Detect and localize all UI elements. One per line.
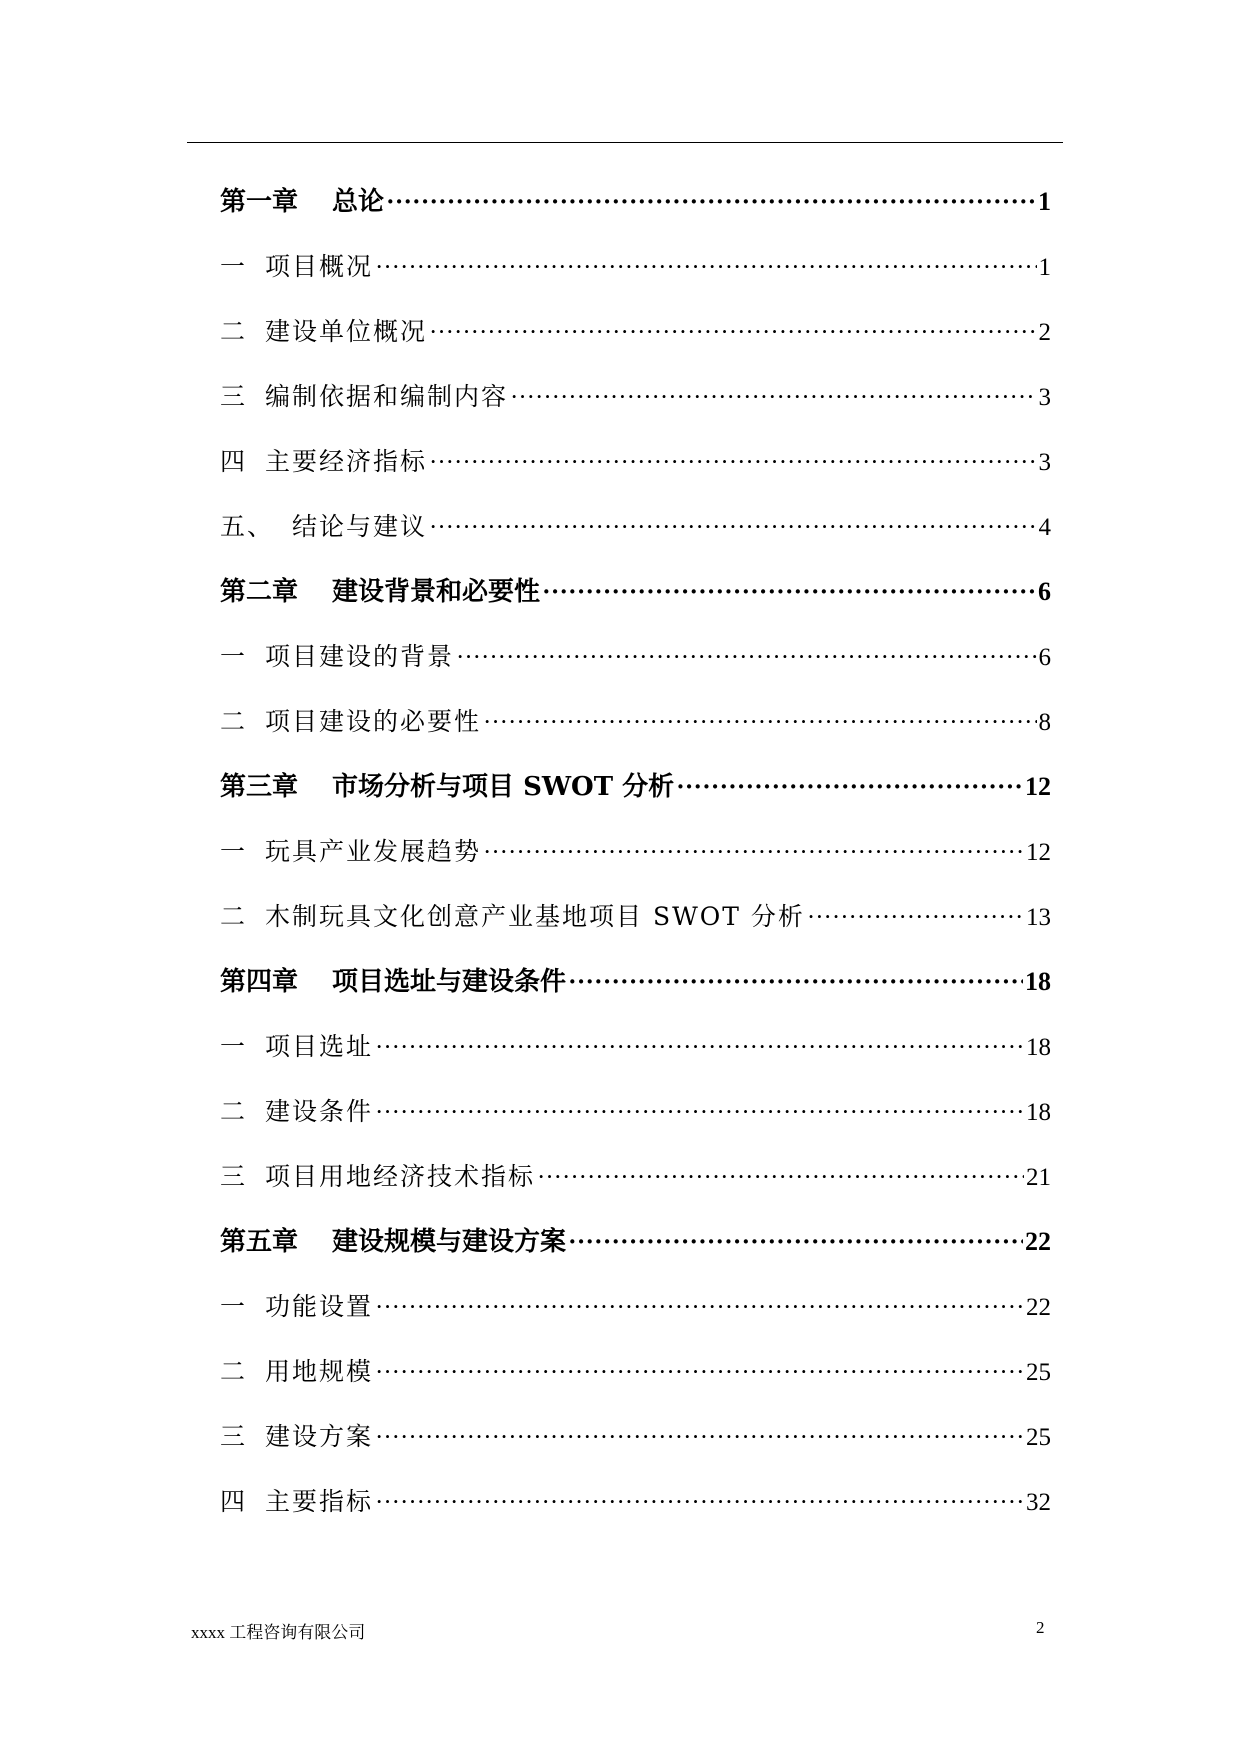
toc-page-number: 32 (1026, 1489, 1051, 1516)
toc-entry-title: 项目建设的必要性 (265, 707, 482, 736)
toc-page-number: 3 (1038, 449, 1051, 476)
toc-entry-number: 二 (220, 707, 248, 736)
toc-section-entry[interactable] (220, 1147, 1051, 1212)
toc-entry-title: 木制玩具文化创意产业基地项目 SWOT 分析 (265, 902, 805, 931)
toc-entry-label (220, 822, 481, 882)
toc-entry-label (220, 432, 427, 492)
toc-section-entry[interactable] (220, 1017, 1051, 1082)
toc-page-number: 8 (1038, 709, 1051, 736)
toc-page-number: 22 (1025, 1227, 1051, 1256)
toc-entry-label (220, 692, 481, 752)
toc-entry-label (220, 562, 540, 622)
toc-dot-leader (375, 1408, 1024, 1468)
toc-page-number: 2 (1038, 319, 1051, 346)
footer-company: xxxx 工程咨询有限公司 (191, 1623, 366, 1642)
toc-entry-title: 项目选址 (265, 1032, 374, 1061)
toc-dot-leader (568, 1212, 1023, 1272)
toc-page-number: 18 (1026, 1099, 1051, 1126)
toc-entry-number: 五、 (220, 512, 275, 541)
toc-entry-title: 建设方案 (265, 1422, 374, 1451)
toc-entry-label (220, 172, 384, 232)
toc-entry-title: 项目建设的背景 (265, 642, 455, 671)
toc-section-entry[interactable] (220, 237, 1051, 302)
toc-entry-title: 玩具产业发展趋势 (265, 837, 482, 866)
toc-entry-title: 结论与建议 (292, 512, 428, 541)
toc-entry-number: 一 (220, 1032, 248, 1061)
toc-entry-title: 主要指标 (265, 1487, 374, 1516)
toc-entry-label (220, 1082, 373, 1142)
toc-entry-title: 项目概况 (265, 252, 374, 281)
toc-entry-number: 三 (220, 382, 248, 411)
toc-entry-label (220, 237, 373, 297)
toc-entry-title: 主要经济指标 (265, 447, 428, 476)
toc-page-number: 12 (1026, 839, 1051, 866)
toc-entry-title: 项目选址与建设条件 (332, 967, 567, 997)
toc-section-entry[interactable] (220, 302, 1051, 367)
toc-page-number: 18 (1025, 967, 1051, 996)
toc-page-number: 25 (1026, 1359, 1051, 1386)
toc-dot-leader (510, 368, 1036, 428)
toc-dot-leader (375, 238, 1036, 298)
toc-dot-leader (375, 1473, 1024, 1533)
toc-entry-number: 第二章 (220, 577, 299, 607)
toc-dot-leader (375, 1083, 1024, 1143)
toc-entry-number: 一 (220, 252, 248, 281)
toc-chapter-entry[interactable] (220, 952, 1051, 1017)
toc-page-number: 13 (1026, 904, 1051, 931)
toc-entry-label (220, 1147, 535, 1207)
toc-dot-leader (456, 628, 1036, 688)
toc-dot-leader (375, 1278, 1024, 1338)
toc-entry-label (220, 367, 508, 427)
toc-chapter-entry[interactable] (220, 562, 1051, 627)
toc-entry-number: 二 (220, 902, 248, 931)
toc-entry-number: 一 (220, 642, 248, 671)
toc-page-number: 25 (1026, 1424, 1051, 1451)
toc-page-number: 1 (1038, 254, 1051, 281)
toc-dot-leader (429, 303, 1036, 363)
toc-dot-leader (807, 888, 1024, 948)
toc-dot-leader (386, 172, 1036, 232)
toc-section-entry[interactable] (220, 1277, 1051, 1342)
toc-page-number: 6 (1038, 577, 1051, 606)
toc-entry-number: 二 (220, 317, 248, 346)
toc-entry-title: 建设条件 (265, 1097, 374, 1126)
toc-page-number: 18 (1026, 1034, 1051, 1061)
toc-entry-title: 编制依据和编制内容 (265, 382, 509, 411)
toc-entry-label (220, 1017, 373, 1077)
toc-entry-label (220, 1277, 373, 1337)
toc-section-entry[interactable] (220, 1342, 1051, 1407)
toc-entry-number: 第一章 (220, 187, 299, 217)
toc-dot-leader (537, 1148, 1024, 1208)
toc-page-number: 6 (1038, 644, 1051, 671)
toc-dot-leader (429, 498, 1036, 558)
toc-entry-title: 项目用地经济技术指标 (265, 1162, 536, 1191)
toc-entry-number: 四 (220, 447, 248, 476)
toc-dot-leader (676, 757, 1023, 817)
toc-page-number: 1 (1038, 187, 1051, 216)
toc-entry-label (220, 1407, 373, 1467)
toc-section-entry[interactable] (220, 497, 1051, 562)
toc-entry-label (220, 1472, 373, 1532)
toc-entry-number: 二 (220, 1097, 248, 1126)
toc-chapter-entry[interactable] (220, 1212, 1051, 1277)
toc-section-entry[interactable] (220, 1082, 1051, 1147)
toc-section-entry[interactable] (220, 1407, 1051, 1472)
toc-entry-title: 建设背景和必要性 (332, 577, 541, 607)
toc-chapter-entry[interactable] (220, 172, 1051, 237)
toc-entry-title: 功能设置 (265, 1292, 374, 1321)
toc-dot-leader (375, 1343, 1024, 1403)
toc-entry-number: 四 (220, 1487, 248, 1516)
toc-page-number: 4 (1038, 514, 1051, 541)
toc-section-entry[interactable] (220, 367, 1051, 432)
toc-section-entry[interactable] (220, 887, 1051, 952)
toc-dot-leader (568, 952, 1023, 1012)
toc-entry-number: 二 (220, 1357, 248, 1386)
toc-dot-leader (429, 433, 1036, 493)
toc-entry-number: 一 (220, 1292, 248, 1321)
toc-page-number: 12 (1025, 772, 1051, 801)
toc-entry-label (220, 302, 427, 362)
toc-entry-title: 建设单位概况 (265, 317, 428, 346)
toc-entry-number: 第五章 (220, 1227, 299, 1257)
toc-entry-label (220, 757, 674, 817)
toc-entry-title: 建设规模与建设方案 (332, 1227, 567, 1257)
toc-dot-leader (375, 1018, 1024, 1078)
toc-entry-title: 总论 (332, 187, 385, 217)
toc-entry-label (220, 1212, 566, 1272)
toc-entry-title: 用地规模 (265, 1357, 374, 1386)
toc-entry-number: 第三章 (220, 772, 299, 802)
toc-entry-number: 第四章 (220, 967, 299, 997)
header-rule (187, 142, 1063, 143)
toc-entry-number: 三 (220, 1422, 248, 1451)
toc-page-number: 3 (1038, 384, 1051, 411)
toc-section-entry[interactable] (220, 1472, 1051, 1537)
table-of-contents (220, 172, 1051, 1537)
toc-section-entry[interactable] (220, 627, 1051, 692)
toc-entry-label (220, 887, 805, 947)
toc-section-entry[interactable] (220, 822, 1051, 887)
toc-entry-number: 三 (220, 1162, 248, 1191)
toc-entry-label (220, 952, 566, 1012)
toc-page-number: 21 (1026, 1164, 1051, 1191)
toc-dot-leader (483, 693, 1036, 753)
toc-entry-label (220, 497, 427, 557)
toc-dot-leader (483, 823, 1024, 883)
toc-chapter-entry[interactable] (220, 757, 1051, 822)
toc-section-entry[interactable] (220, 692, 1051, 757)
toc-entry-title: 市场分析与项目 SWOT 分析 (332, 772, 675, 802)
toc-dot-leader (542, 562, 1036, 622)
toc-entry-label (220, 1342, 373, 1402)
toc-section-entry[interactable] (220, 432, 1051, 497)
toc-page-number: 22 (1026, 1294, 1051, 1321)
footer-page-number: 2 (1036, 1618, 1045, 1637)
toc-entry-number: 一 (220, 837, 248, 866)
toc-entry-label (220, 627, 454, 687)
